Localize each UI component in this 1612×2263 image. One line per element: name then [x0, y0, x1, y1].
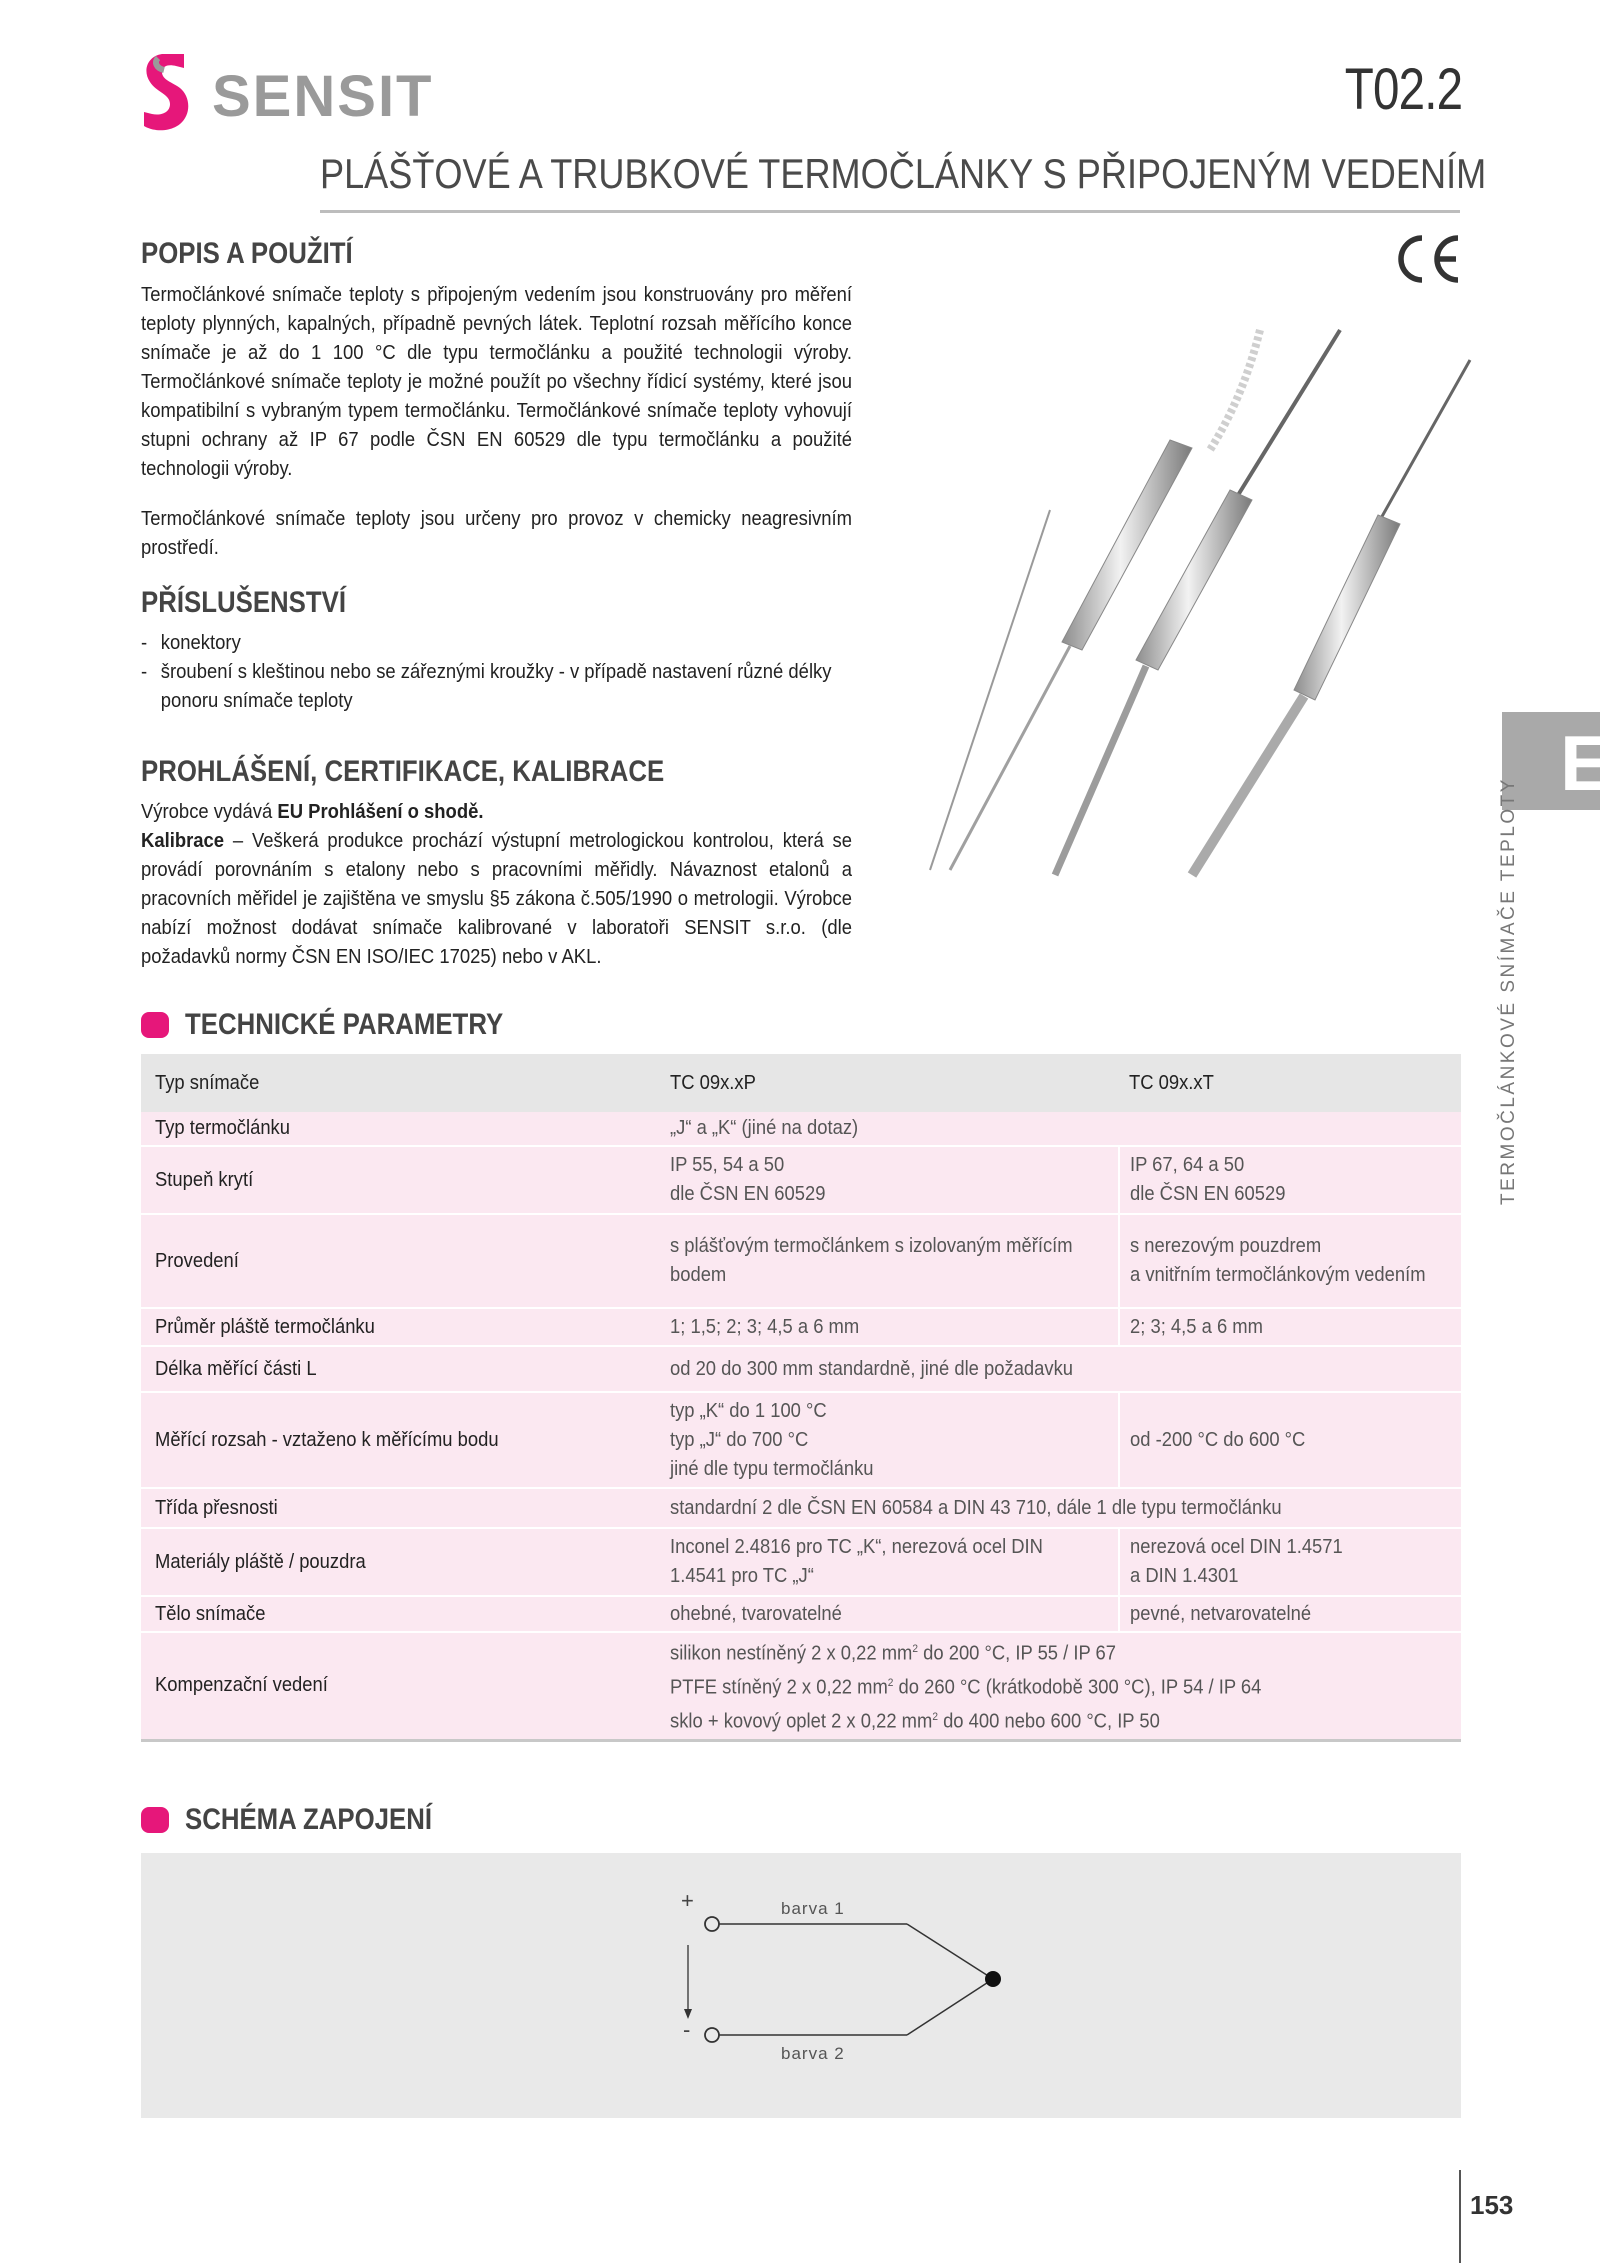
title-divider: [320, 210, 1460, 213]
table-header-row: Typ snímače TC 09x.xP TC 09x.xT: [141, 1054, 1461, 1112]
table-row: Měřící rozsah - vztaženo k měřícímu bodu typ „K“ do 1 100 °C typ „J“ do 700 °C jiné dle typu termočlánku od -200 °C do 600 °C: [141, 1392, 1461, 1488]
measuring-junction-icon: [985, 1971, 1001, 1987]
list-item: - konektory: [141, 631, 241, 654]
logo-mark-icon: [144, 54, 188, 130]
wire-2-label: barva 2: [781, 2044, 845, 2063]
popis-paragraph: Termočlánkové snímače teploty s připojeným vedením jsou konstruovány pro měření teploty plynných, kapalných, případně pevných látek. Teplotní rozsah měřícího konce snímače je až do 1 100 °C dle typu termočlánku a použité technologii výroby. Termočlánkové snímače teploty je možné použít po všechny řídicí systémy, které jsou kompatibilní s vybraným typem termočlánku. Termočlánkové snímače teploty vyhovují stupni ochrany až IP 67 podle ČSN EN 60529 dle typu termočlánku a použité technologii výroby.: [141, 283, 852, 480]
section-heading-prislusenstvi: PŘÍSLUŠENSTVÍ: [141, 586, 347, 619]
parameters-table: [141, 1054, 1461, 1742]
terminal-minus-icon: [705, 2028, 719, 2042]
section-heading-schema: SCHÉMA ZAPOJENÍ: [141, 1803, 472, 1837]
section-heading-prohlaseni: PROHLÁŠENÍ, CERTIFIKACE, KALIBRACE: [141, 755, 665, 788]
section-heading-popis: POPIS A POUŽITÍ: [141, 237, 353, 270]
table-row: Délka měřící části L od 20 do 300 mm standardně, jiné dle požadavku: [141, 1346, 1461, 1392]
svg-text:SENSIT: SENSIT: [212, 64, 434, 129]
table-row: Typ termočlánku „J“ a „K“ (jiné na dotaz): [141, 1112, 1461, 1146]
side-tab-letter: E: [1560, 719, 1612, 807]
popis-paragraph-2: Termočlánkové snímače teploty jsou určeny pro provoz v chemicky neagresivním prostředí.: [141, 507, 852, 559]
section-marker-icon: [141, 1807, 169, 1833]
table-row: Třída přesnosti standardní 2 dle ČSN EN 60584 a DIN 43 710, dále 1 dle typu termočlánku: [141, 1488, 1461, 1528]
section-marker-icon: [141, 1012, 169, 1038]
table-row: Stupeň krytí IP 55, 54 a 50 dle ČSN EN 60529 IP 67, 64 a 50 dle ČSN EN 60529: [141, 1146, 1461, 1214]
table-row: Kompenzační vedení silikon nestíněný 2 x 0,22 $mm^2$ do 200 °C, IP 55 / IP 67 PTFE stíněný 2 x 0,22 $mm^2$ do 260 °C (krátkodobě 300 °C), IP 54 / IP 64 sklo + kovový oplet 2 x 0,22 $mm^2$ do 400 nebo 600 °C, IP 50: [141, 1632, 1461, 1740]
sensor-product-photo: [930, 330, 1530, 910]
table-row: Průměr pláště termočlánku 1; 1,5; 2; 3; 4,5 a 6 mm 2; 3; 4,5 a 6 mm: [141, 1308, 1461, 1346]
table-row: Tělo snímače ohebné, tvarovatelné pevné, netvarovatelné: [141, 1596, 1461, 1632]
page-title: PLÁŠŤOVÉ A TRUBKOVÉ TERMOČLÁNKY S PŘIPOJENÝM VEDENÍM: [320, 150, 1487, 197]
side-category-label: TERMOČLÁNKOVÉ SNÍMAČE TEPLOTY: [1498, 777, 1519, 1205]
section-heading-technicke: TECHNICKÉ PARAMETRY: [141, 1008, 555, 1042]
footer-divider: [1459, 2170, 1461, 2263]
ce-mark-icon: [1392, 232, 1462, 286]
plus-terminal-label: +: [681, 1888, 694, 1913]
wire-1-label: barva 1: [781, 1899, 845, 1918]
prohlaseni-paragraph: Výrobce vydává EU Prohlášení o shodě. Kalibrace – Veškerá produkce prochází výstupní metrologickou kontrolou, která se provádí porovnáním s etalony nebo s pracovními měřidly. Návaznost etalonů a pracovních měřidel je zajištěna ve smyslu §5 zákona č.505/1990 o metrologii. Výrobce nabízí možnost dodávat snímače kalibrované v laboratoři SENSIT s.r.o. (dle požadavků normy ČSN EN ISO/IEC 17025) nebo v AKL.: [141, 800, 852, 968]
minus-terminal-label: -: [683, 2017, 691, 2042]
sensit-logo: [140, 50, 440, 132]
table-row: Materiály pláště / pouzdra Inconel 2.4816 pro TC „K“, nerezová ocel DIN 1.4541 pro TC „J“ nerezová ocel DIN 1.4571 a DIN 1.4301: [141, 1528, 1461, 1596]
terminal-plus-icon: [705, 1917, 719, 1931]
table-row: Provedení s plášťovým termočlánkem s izolovaným měřícím bodem s nerezovým pouzdrem a vnitřním termočlánkovým vedením: [141, 1214, 1461, 1308]
page-number: 153: [1470, 2190, 1514, 2220]
list-item: - šroubení s kleštinou nebo se zářeznými kroužky - v případě nastavení různé délky ponoru snímače teploty: [141, 660, 832, 712]
wiring-diagram: [141, 1853, 1461, 2118]
accessories-list: [141, 628, 852, 715]
document-number: T02.2: [1344, 57, 1462, 122]
